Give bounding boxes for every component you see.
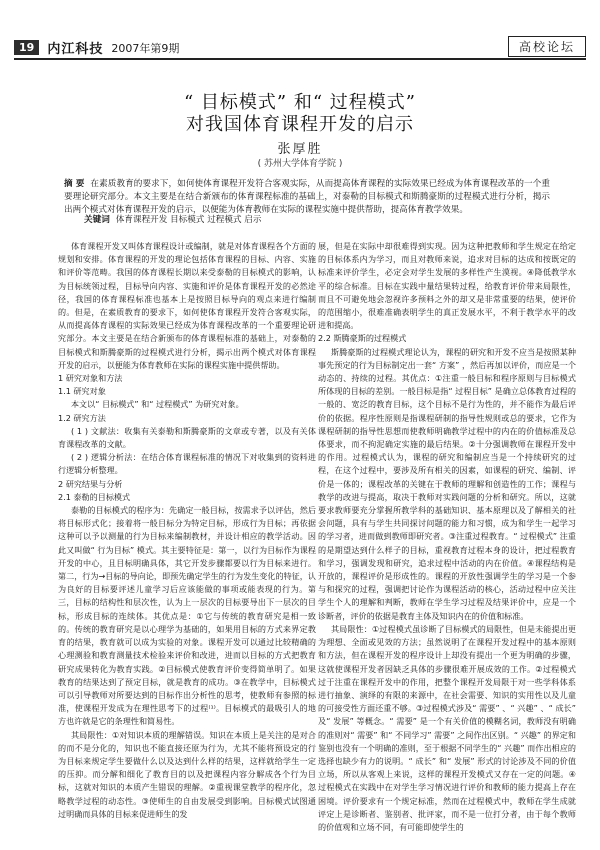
abstract-label: 摘 要 <box>64 179 85 189</box>
paragraph: 其局限性：①过程模式虽诊断了目标模式的局限性，但是未能提出更为理想、全面或见效的方法；虽然说明了在课程开发过程中的基本原则和方法，但在课程开发的程序设计上却没有提出一个更为明确的步骤，这就使课程开发者因缺乏具体的步骤很难开展成效的工作。②过程模式过于注重在课程开发中的作用，把整个课程开发局限于对一些学科体系进行抽象、演绎的有限的来源中，在社会需要、知识的实用性以及儿童的可接受性方面还重不够。③过程模式涉及“ 需要” 、“ 兴趣” 、“ 成长” 及“ 发展” 等概念。“ 需要” 是一个有关价值的模糊名词，教师没有明确的准则对“ 需要” 和“ 不同学习” 需要” 之间作出区别。“ 兴趣” 的界定和鉴别也没有一个明确的准则，至于根据不同学生的“ 兴趣” 而作出相应的选择也缺少有力的说明。“ 成长” 和“ 发展” 形式的讨论涉及不同的价值立场，所以从客观上来说，这样的课程开发模式又存在一定的问题。④过程模式在实践中在对学生学习情况进行评价和教师的能力提高上存在困境。评价要求有一个规定标准，然而在过程模式中，教师在学生成就评定上是诊断者、鉴别者、批评家，而不是一位打分者，由于每个教师的价值观和立场不同，有可能即使学生的 <box>318 623 576 832</box>
paragraph: 展，但是在实际中却很难得到实现。因为这种把教师和学生规定在给定的目标体系内为学习，而且对教师来说，追求对目标的达成和按既定的标准来评价学生，必定会对学生发展的多样性产生漠视。④降低教学水平的综合标准。目标在实践中量结果转过程，给教育评价带来局限性，而且不可避免地会忽视许多预料之外的却又是非常重要的结果，使评价的范围缩小，很难准确表明学生的真正发展水平，不利于教学水平的改进和提高。 <box>318 241 576 331</box>
subsection-heading: 1.2 研究方法 <box>58 412 106 423</box>
paragraph: ( 2 ) 逻辑分析法：在结合体育课程标准的情况下对收集到的资料进行逻辑分析整理。 <box>58 452 316 476</box>
header-left <box>14 38 179 57</box>
section-label: 高校论坛 <box>508 36 586 57</box>
body-column-left <box>58 240 316 840</box>
author-name: 张厚胜 <box>277 142 323 157</box>
paragraph: ( 1 ) 文献法：收集有关泰勒和斯腾豪斯的文章或专著，以及有关体育课程改革的文献。 <box>58 425 316 450</box>
paragraph: 其局限性：①对知识本质的理解错误。知识在本质上是关注的是对合的而不是分化的，知识也不能直接还原为行为，尤其不能将预设定的行为目标来规定学生要做什么以及达到什么样的结果，这样就给学生一定的压抑。而分解和细化了教育目的以及把课程内容分解成各个行为目标，这就对知识的本质产生错误的理解。②重视课堂教学的程序化，忽略教学过程的动态性。③使师生的自由发展受到影响。目标模式试图通过明确而具体的目标来促进师生的发 <box>58 729 316 819</box>
section-heading: 2 研究结果与分析 <box>58 478 123 489</box>
paragraph: 本文以“ 目标模式” 和“ 过程模式” 为研究对象。 <box>70 399 244 410</box>
subsection-heading: 1.1 研究对象 <box>58 386 106 397</box>
abstract-text: 在素质教育的要求下，如何使体育课程开发符合客观实际，从而提高体育课程的实际效果已经成为体育课程改革的一个重要理论研究部分。本文主要是在结合新颁布的体育课程标准的基础上，对泰勒的目标模式和斯腾豪斯的过程模式进行分析，揭示出两个模式对体育课程开发的启示，以便能为体育教师在实际的课程实施中提供帮助，提高体育教学效果。 <box>64 179 550 215</box>
section-heading: 1 研究对象和方法 <box>58 373 123 384</box>
paragraph: 斯腾豪斯的过程模式理论认为，课程的研究和开发不应当是按照某种事先预定的行为目标制定出一套“ 方案” ，然后再加以评价，而应是一个动态的、持续的过程。其优点：①注重一般目标和程序原则与目标模式所体现的目标的差别。一般目标是指“ 过程目标” 是确立总体教育过程的一般的、宽泛的教育目标，这个目标不是行为性的，并不能作为最后评价的依据。程序性原则是指课程研制的指导性规则或总的要求，它作为课程研制的指导性思想而使教师明确教学过程中的内在的价值标准及总体要求，而不拘泥确定实施的最后结果。②十分强调教师在课程开发中的作用。过程模式认为，课程的研究和编制应当是一个持续研究的过程，在这个过程中，要涉及所有相关的因素，如课程的研究、编制、评价是一体的；课程改革的关键在于教师的理解和创造性的工作；课程与教学的改进与提高，取决于教师对实践问题的分析和研究。所以，这就要求教师要充分掌握所教学科的基础知识、基本原理以及了解相关的社会问题，具有与学生共同探讨问题的能力和习惯，成为和学生一起学习的学习者，进而做到教师即研究者。③注重过程教育。“ 过程模式” 注重的是期望达到什么样子的目标，重视教育过程本身的设计，把过程教育和学习，强调发现和研究，追求过程中活动的内在价值。④课程结构是开放的，课程评价是形成性的。课程的开放性强调学生的学习是一个参与和探究的过程，强调把讨论作为课程活动的核心，活动过程中应关注学生个人的理解和判断，教师在学生学习过程及结果评价中，应是一个诊断者，评价的依据是教育主体及知识内在的价值和标准。 <box>318 346 576 621</box>
journal-name: 内江科技 <box>47 42 104 57</box>
keywords-label: 关键词 <box>84 215 110 225</box>
body-column-right <box>318 240 576 840</box>
subsection-heading: 2.1 泰勒的目标模式 <box>58 491 131 502</box>
title-line-1: “ 目标模式” 和“ 过程模式” <box>184 92 416 113</box>
title-line-2: 对我国体育课程开发的启示 <box>186 114 414 135</box>
page-number: 19 <box>14 40 39 55</box>
paragraph: 体育课程开发又叫体育课程设计或编制，就是对体育课程各个方面的规划和安排。体育课程的开发的理论包括体育课程的目标、内容、实施和评价等范畴。我国的体育课程长期以来受泰勒的目标模式的影响，认为目标统领过程，目标导向内容、实施和评价是体育课程开发的必然途径，我国的体育课程标准也基本上是按照目标导向的观点来进行编制的。但是，在素质教育的要求下，如何使体育课程开发符合客观实际，从而提高体育课程的实际效果已经成为体育课程改革的一个重要理论研究部分。本文主要是在结合新颁布的体育课程标准的基础上，对泰勒的目标模式和斯腾豪斯的过程模式进行分析，揭示出两个模式对体育课程开发的启示，以便能为体育教师在实际的课程实施中提供帮助。 <box>58 241 316 370</box>
running-header <box>14 36 586 60</box>
issue-label: 2007年第9期 <box>111 41 180 55</box>
abstract <box>64 178 550 217</box>
keywords <box>84 214 550 227</box>
subsection-heading: 2.2 斯腾豪斯的过程模式 <box>318 333 407 344</box>
paragraph: 泰勒的目标模式的程序为：先确定一般目标，按需求予以评估，然后将目标形式化；接着将一般目标分为特定目标，形成行为目标；再依据这种可以予以测量的行为目标来编制教材，并设计相应的教学活动。因此又叫做“ 行为目标” 模式。其主要特征是：第一，以行为目标作为课程开发的中心，且目标明确具体，其它开发步骤都要以行为目标来进行。第二，行为→目标的导向论，即预先确定学生的行为发生变化的特征，认为良好的目标要评述儿童学习后应该能做的事项或能表现的行为。第三，目标的结构性和层次性，认为上一层次的目标要导出下一层次的目标，形成目标的连续体。其优点是：①它与传统的教育研究是相一致的。传统的教育研究是以心理学为基础的，如果用目标的方式来界定教育的结果，教育就可以成为实验的对象。课程开发可以通过比较精确的心理测验和教育测量技术检验来评价和改进，进而以目标的方式把教育研究成果转化为教育实践。②目标模式使教育评价变得简单明了。如果教育的结果达到了预定目标，就是教育的成功。③在教学中，目标模式可以引导教师对所要达到的目标作出分析性的思考，使教师有参照的标准，使课程开发成为在理性思考下的过程⁽¹⁾。目标模式的最吸引人的地方也许就是它的条理性和简易性。 <box>58 505 316 727</box>
keywords-text: 体育课程开发 目标模式 过程模式 启示 <box>115 215 262 225</box>
author-affiliation: ( 苏州大学体育学院 ) <box>257 159 343 169</box>
